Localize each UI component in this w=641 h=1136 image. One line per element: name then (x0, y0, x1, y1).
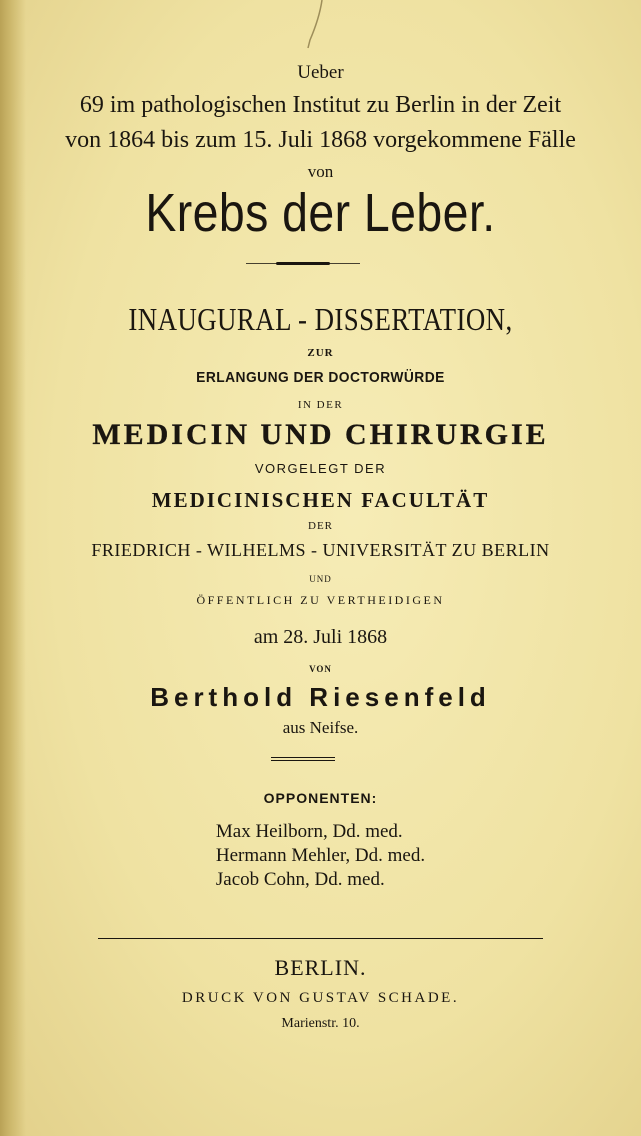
medicin-chirurgie-line: MEDICIN UND CHIRURGIE (92, 418, 549, 451)
title-divider-thick (276, 262, 330, 265)
author-name: Berthold Riesenfeld (150, 682, 491, 712)
defense-date: am 28. Juli 1868 (253, 626, 388, 648)
dissertation-heading: INAUGURAL - DISSERTATION, (128, 301, 513, 337)
erlangung-line: ERLANGUNG DER DOCTORWÜRDE (196, 369, 445, 386)
opponents-list (0, 820, 641, 892)
imprint-divider (98, 938, 543, 939)
zur-label: ZUR (307, 347, 334, 359)
ueber-heading: Ueber (297, 62, 344, 83)
vorgelegt-label: VORGELEGT DER (254, 461, 387, 476)
opponents-heading: OPPONENTEN: (263, 790, 378, 806)
opponent-item: Max Heilborn, Dd. med. (215, 821, 403, 842)
oeffentlich-line: ÖFFENTLICH ZU VERTHEIDIGEN (196, 593, 445, 607)
subtitle-line-1: 69 im pathologischen Institut zu Berlin in der Zeit (79, 92, 562, 118)
und-label: UND (309, 574, 332, 584)
double-rule-bottom (271, 760, 335, 761)
subtitle-line-2: von 1864 bis zum 15. Juli 1868 vorgekommene Fälle (65, 127, 576, 153)
university-line: FRIEDRICH - WILHELMS - UNIVERSITÄT ZU BERLIN (91, 540, 550, 560)
opponent-item: Jacob Cohn, Dd. med. (215, 869, 385, 890)
der-label: DER (308, 520, 333, 532)
main-title: Krebs der Leber. (145, 183, 496, 243)
in-der-label: IN DER (297, 399, 344, 411)
opponent-item: Hermann Mehler, Dd. med. (215, 845, 426, 866)
imprint-city: BERLIN. (274, 955, 367, 980)
von-label: VON (309, 664, 332, 674)
von-connector: von (307, 162, 334, 181)
printer-address: Marienstr. 10. (281, 1016, 360, 1031)
printer-line: DRUCK VON GUSTAV SCHADE. (181, 990, 460, 1006)
author-origin: aus Neifse. (282, 718, 359, 737)
pen-mark-ornament (300, 0, 330, 52)
facultat-line: MEDICINISCHEN FACULTÄT (151, 488, 490, 512)
double-rule-top (271, 757, 335, 758)
